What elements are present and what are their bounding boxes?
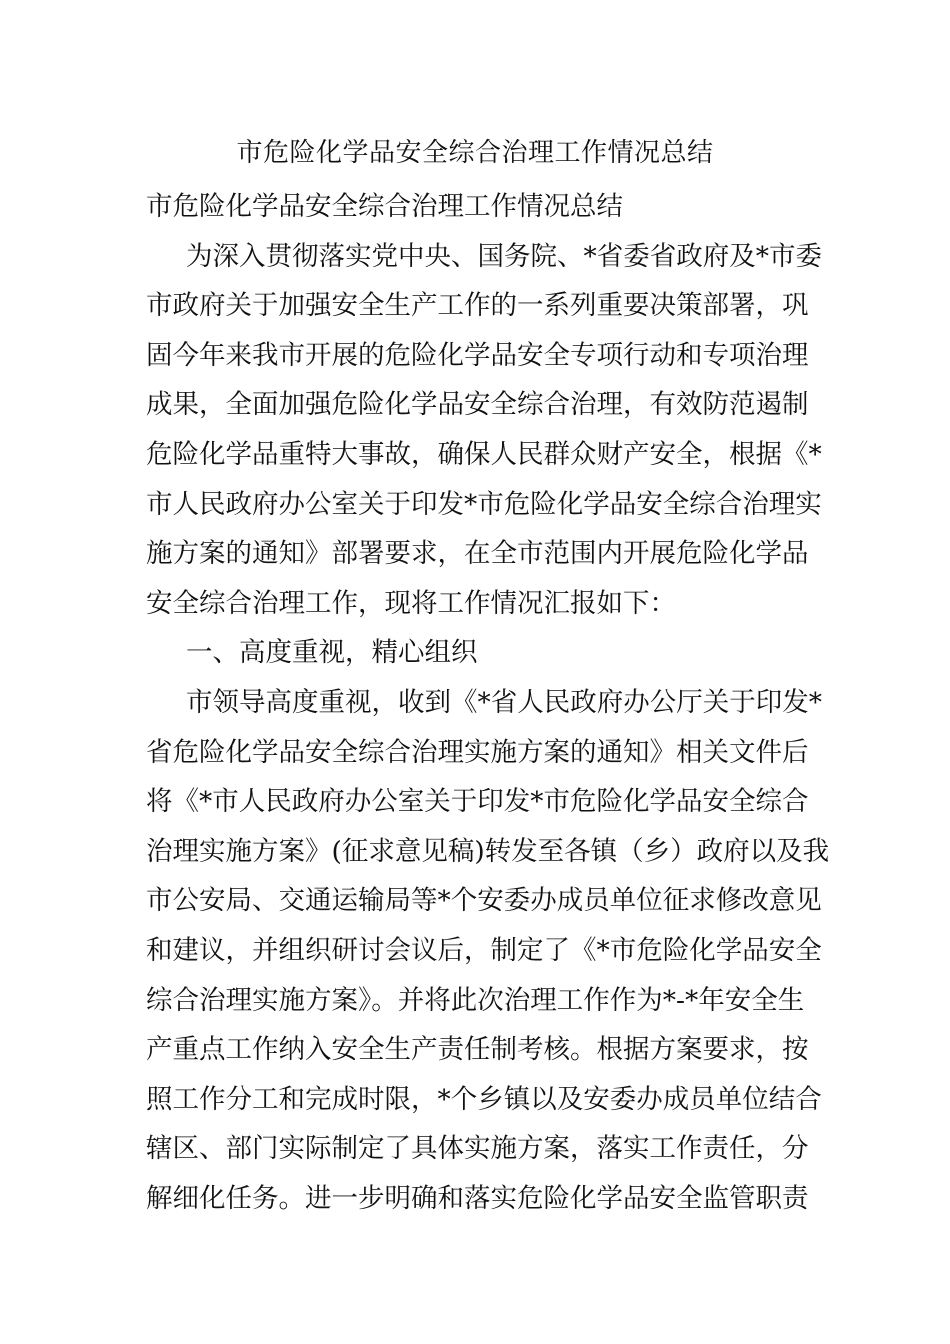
document-title: 市危险化学品安全综合治理工作情况总结 [236, 138, 714, 168]
paragraph-line: 市公安局、交通运输局等*个安委办成员单位征求修改意见 [146, 885, 822, 917]
paragraph-line: 将《*市人民政府办公室关于印发*市危险化学品安全综合 [146, 786, 809, 818]
paragraph-line: 治理实施方案》(征求意见稿)转发至各镇（乡）政府以及我 [146, 835, 830, 867]
document-body [146, 182, 830, 1223]
paragraph-line: 为深入贯彻落实党中央、国务院、*省委省政府及*市委 [186, 240, 822, 272]
paragraph-line: 解细化任务。进一步明确和落实危险化学品安全监管职责 [146, 1182, 809, 1214]
paragraph-line: 成果，全面加强危险化学品安全综合治理，有效防范遏制 [146, 389, 809, 421]
paragraph-line: 产重点工作纳入安全生产责任制考核。根据方案要求，按 [146, 1034, 809, 1066]
paragraph-line: 市人民政府办公室关于印发*市危险化学品安全综合治理实 [146, 488, 822, 520]
paragraph-line: 市政府关于加强安全生产工作的一系列重要决策部署，巩 [146, 290, 809, 322]
document-subtitle: 市危险化学品安全综合治理工作情况总结 [146, 191, 623, 222]
paragraph-line: 市领导高度重视，收到《*省人民政府办公厅关于印发* [186, 686, 822, 718]
section-heading: 一、高度重视，精心组织 [186, 637, 478, 669]
paragraph-line: 安全综合治理工作，现将工作情况汇报如下： [146, 587, 676, 619]
paragraph-line: 照工作分工和完成时限，*个乡镇以及安委办成员单位结合 [146, 1083, 822, 1115]
paragraph-line: 省危险化学品安全综合治理实施方案的通知》相关文件后 [146, 736, 809, 768]
paragraph-line: 固今年来我市开展的危险化学品安全专项行动和专项治理 [146, 339, 809, 371]
paragraph-line: 施方案的通知》部署要求，在全市范围内开展危险化学品 [146, 538, 809, 570]
paragraph-line: 危险化学品重特大事故，确保人民群众财产安全，根据《* [146, 438, 822, 470]
paragraph-line: 和建议，并组织研讨会议后，制定了《*市危险化学品安全 [146, 934, 822, 966]
paragraph-line: 辖区、部门实际制定了具体实施方案，落实工作责任，分 [146, 1133, 809, 1165]
paragraph-line: 综合治理实施方案》。并将此次治理工作作为*-*年安全生 [146, 984, 805, 1016]
